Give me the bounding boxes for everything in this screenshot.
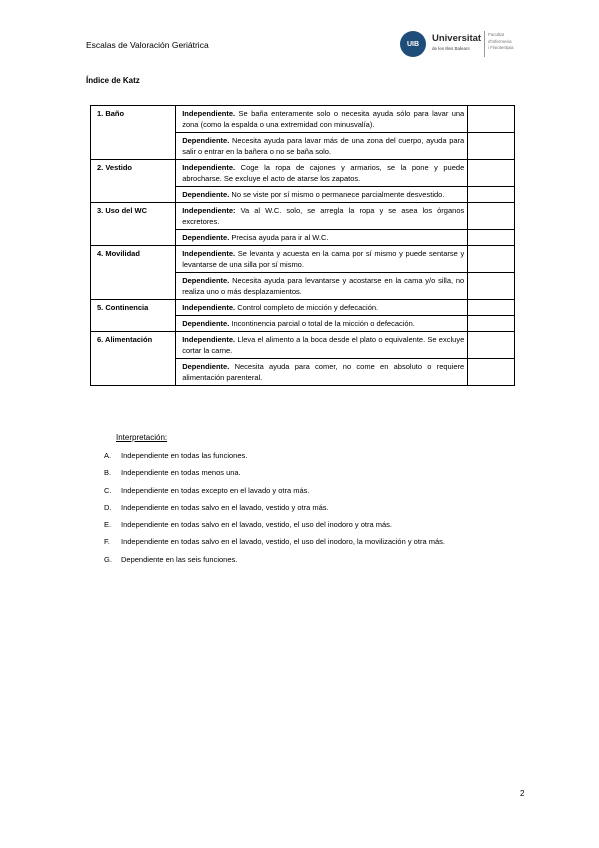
description-cell bbox=[176, 230, 468, 246]
logo-subtitle: de les Illes Balears bbox=[432, 46, 470, 51]
list-item bbox=[104, 467, 524, 479]
status-label: Dependiente. bbox=[182, 362, 230, 371]
table-row bbox=[91, 106, 515, 133]
score-cell bbox=[468, 106, 515, 133]
list-text: Independiente en todas excepto en el lavado y otra más. bbox=[121, 485, 310, 495]
list-text: Independiente en todas las funciones. bbox=[121, 451, 248, 460]
score-cell bbox=[468, 359, 515, 386]
description-cell bbox=[176, 133, 468, 160]
list-letter: A. bbox=[104, 451, 112, 460]
university-logo bbox=[400, 30, 530, 58]
score-cell bbox=[468, 203, 515, 230]
score-cell bbox=[468, 300, 515, 316]
interpretation-title: Interpretación: bbox=[116, 433, 168, 442]
score-cell bbox=[468, 273, 515, 300]
description-text: Control completo de micción y defecación. bbox=[235, 303, 379, 312]
logo-faculty-line: Facultat bbox=[488, 32, 505, 37]
category-cell: 2. Vestido bbox=[91, 160, 176, 203]
description-cell bbox=[176, 332, 468, 359]
description-text: Incontinencia parcial o total de la micción o defecación. bbox=[229, 319, 415, 328]
description-text: Coge la ropa de cajones y armarios, se la pone y puede abrocharse. Se excluye el acto de atarse los zapatos. bbox=[182, 163, 465, 183]
score-cell bbox=[468, 160, 515, 187]
logo-name: Universitat bbox=[432, 33, 482, 44]
table-row bbox=[91, 246, 515, 273]
category-cell: 5. Continencia bbox=[91, 300, 176, 332]
category-cell: 4. Movilidad bbox=[91, 246, 176, 300]
list-item bbox=[104, 519, 524, 531]
interpretation-list bbox=[104, 450, 524, 571]
logo-faculty bbox=[488, 32, 514, 52]
katz-table bbox=[90, 105, 515, 386]
status-label: Independiente: bbox=[182, 206, 236, 215]
score-cell bbox=[468, 133, 515, 160]
list-letter: D. bbox=[104, 502, 112, 512]
description-text: Necesita ayuda para lavar más de una zona del cuerpo, ayuda para salir o entrar en la bañera o no se baña solo. bbox=[182, 136, 465, 156]
description-cell bbox=[176, 316, 468, 332]
description-text: Va al W.C. solo, se arregla la ropa y se asea los órganos excretores. bbox=[182, 206, 465, 226]
table-row bbox=[91, 160, 515, 187]
status-label: Dependiente. bbox=[182, 276, 230, 285]
status-label: Dependiente. bbox=[182, 233, 230, 242]
description-text: No se viste por sí mismo o permanece parcialmente desvestido. bbox=[229, 190, 445, 199]
table-row bbox=[91, 300, 515, 316]
header-title: Escalas de Valoración Geriátrica bbox=[86, 40, 209, 50]
table-row bbox=[91, 203, 515, 230]
description-cell bbox=[176, 187, 468, 203]
list-item bbox=[104, 485, 524, 497]
score-cell bbox=[468, 230, 515, 246]
score-cell bbox=[468, 316, 515, 332]
list-item bbox=[104, 450, 524, 462]
description-cell bbox=[176, 203, 468, 230]
document-title: Índice de Katz bbox=[86, 76, 140, 85]
description-text: Lleva el alimento a la boca desde el plato o equivalente. Se excluye cortar la carne. bbox=[182, 335, 465, 355]
list-letter: F. bbox=[104, 537, 110, 547]
category-cell: 6. Alimentación bbox=[91, 332, 176, 386]
status-label: Independiente. bbox=[182, 109, 236, 118]
description-cell bbox=[176, 273, 468, 300]
status-label: Independiente. bbox=[182, 163, 236, 172]
status-label: Independiente. bbox=[182, 303, 236, 312]
uib-emblem-icon: UIB bbox=[400, 31, 426, 57]
category-cell: 3. Uso del WC bbox=[91, 203, 176, 246]
category-cell: 1. Baño bbox=[91, 106, 176, 160]
list-item bbox=[104, 502, 524, 514]
score-cell bbox=[468, 187, 515, 203]
list-item bbox=[104, 536, 524, 548]
description-text: Se levanta y acuesta en la cama por sí mismo y puede sentarse y levantarse de una silla por sí mismo. bbox=[182, 249, 465, 269]
description-cell bbox=[176, 246, 468, 273]
status-label: Dependiente. bbox=[182, 136, 230, 145]
list-text: Independiente en todas salvo en el lavado, vestido, el uso del inodoro, la movilización y otra más. bbox=[121, 537, 445, 547]
logo-divider bbox=[484, 31, 485, 57]
table-row bbox=[91, 332, 515, 359]
score-cell bbox=[468, 246, 515, 273]
list-letter: E. bbox=[104, 520, 112, 530]
logo-faculty-line: d'Infermeria bbox=[488, 38, 512, 44]
list-text: Independiente en todas salvo en el lavado, vestido y otra más. bbox=[121, 502, 329, 512]
score-cell bbox=[468, 332, 515, 359]
list-item bbox=[104, 554, 524, 566]
list-text: Dependiente en las seis funciones. bbox=[121, 554, 238, 564]
list-letter: B. bbox=[104, 468, 112, 478]
list-letter: C. bbox=[104, 485, 112, 495]
description-text: Precisa ayuda para ir al W.C. bbox=[229, 233, 329, 242]
description-text: Necesita ayuda para comer, no come en absoluto o requiere alimentación parenteral. bbox=[182, 362, 465, 382]
page-number: 2 bbox=[520, 789, 525, 798]
list-letter: G. bbox=[104, 554, 112, 564]
list-text: Independiente en todas salvo en el lavado, vestido, el uso del inodoro y otra más. bbox=[121, 520, 393, 530]
list-text: Independiente en todas menos una. bbox=[121, 468, 241, 478]
description-text: Se baña enteramente solo o necesita ayuda sólo para lavar una zona (como la espalda o una extremidad con minusvalía). bbox=[182, 109, 465, 129]
description-text: Necesita ayuda para levantarse y acostarse en la cama y/o silla, no realiza uno o más desplazamientos. bbox=[182, 276, 465, 296]
status-label: Independiente. bbox=[182, 335, 236, 344]
status-label: Independiente. bbox=[182, 249, 236, 258]
logo-faculty-line: i Fisioteràpia bbox=[488, 45, 514, 50]
description-cell bbox=[176, 359, 468, 386]
description-cell bbox=[176, 106, 468, 133]
description-cell bbox=[176, 300, 468, 316]
status-label: Dependiente. bbox=[182, 319, 230, 328]
description-cell bbox=[176, 160, 468, 187]
status-label: Dependiente. bbox=[182, 190, 230, 199]
